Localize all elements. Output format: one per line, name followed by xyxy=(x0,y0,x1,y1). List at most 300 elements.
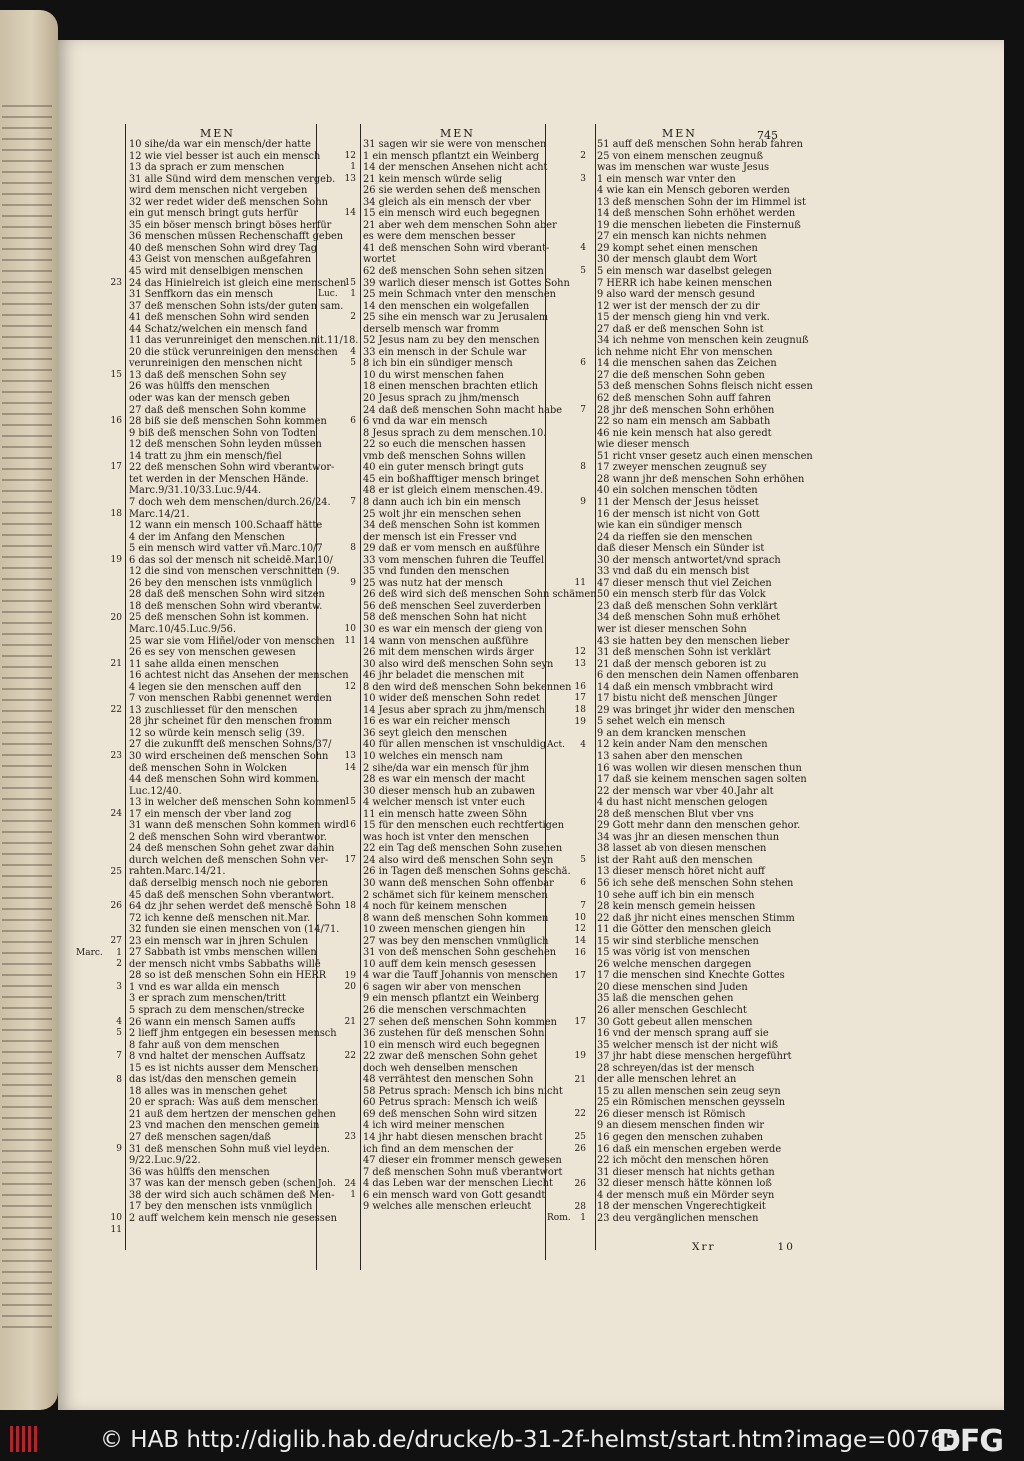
column-header-1: MEN xyxy=(200,127,235,140)
margin-verse-number: 4 xyxy=(580,739,586,750)
index-entry: 14 jhr habt diesen menschen bracht xyxy=(363,1132,543,1144)
index-entry: ich nehme nicht Ehr von menschen xyxy=(597,346,773,358)
hab-logo-icon xyxy=(10,1426,40,1452)
index-entry: 25 mein Schmach vnter den menschen xyxy=(363,289,556,301)
index-entry: 9 biß deß menschen Sohn von Todten xyxy=(129,427,316,439)
index-entry: 28 es war ein mensch der macht xyxy=(363,774,525,786)
index-entry: 30 Gott gebeut allen menschen xyxy=(597,1016,753,1028)
index-entry: 4 der im Anfang den Menschen xyxy=(129,531,285,543)
index-entry: 72 ich kenne deß menschen nit.Mar. xyxy=(129,912,311,924)
index-entry: 6 den menschen dein Namen offenbaren xyxy=(597,670,799,682)
index-entry: 58 deß menschen Sohn hat nicht xyxy=(363,612,527,624)
index-entry: 11 der Mensch der Jesus heisset xyxy=(597,496,759,508)
index-entry: 8 dann auch ich bin ein mensch xyxy=(363,496,521,508)
index-entry: 28 daß deß menschen Sohn wird sitzen xyxy=(129,589,325,601)
index-entry: daß dieser Mensch ein Sünder ist xyxy=(597,543,765,555)
index-entry: 40 ein guter mensch bringt guts xyxy=(363,462,524,474)
index-entry: 9 an dem krancken menschen xyxy=(597,727,746,739)
index-entry: 27 was bey den menschen vnmüglich xyxy=(363,935,549,947)
index-entry: ist der Raht auß den menschen xyxy=(597,854,753,866)
index-entry: 31 deß menschen Sohn muß viel leyden. xyxy=(129,1143,331,1155)
margin-book-label: Joh. xyxy=(318,1178,336,1189)
index-entry: 9 welches alle menschen erleucht xyxy=(363,1201,532,1213)
index-entry: 22 ich möcht den menschen hören xyxy=(597,1155,769,1167)
index-entry: 8 ich bin ein sündiger mensch xyxy=(363,358,513,370)
margin-verse-number: 22 xyxy=(110,704,122,715)
index-entry: 17 zweyer menschen zeugnuß sey xyxy=(597,462,767,474)
index-entry: 10 wider deß menschen Sohn redet xyxy=(363,693,540,705)
index-entry: 35 welcher mensch ist der nicht wiß xyxy=(597,1039,779,1051)
index-entry: 27 Sabbath ist vmbs menschen willen xyxy=(129,947,317,959)
facing-page-edge xyxy=(0,10,58,1410)
index-entry: 32 funden sie einen menschen von (14/71. xyxy=(129,924,340,936)
index-entry: Marc.9/31.10/33.Luc.9/44. xyxy=(129,485,262,497)
margin-verse-number: 11 xyxy=(574,577,586,588)
index-entry: 16 der mensch ist nicht von Gott xyxy=(597,508,760,520)
index-entry: 11 ein mensch hatte zween Söhn xyxy=(363,808,528,820)
margin-verse-number: 14 xyxy=(574,935,586,946)
margin-verse-number: 12 xyxy=(344,150,356,161)
index-entry: 9 also ward der mensch gesund xyxy=(597,289,755,301)
margin-verse-number: 16 xyxy=(574,681,586,692)
margin-book-label: Act. xyxy=(547,739,566,750)
index-entry: 25 von einem menschen zeugnuß xyxy=(597,150,764,162)
index-entry: was im menschen war wuste Jesus xyxy=(597,162,770,174)
index-entry: 35 vnd funden den menschen xyxy=(363,566,510,578)
index-entry: 27 die zukunfft deß menschen Sohns/37/ xyxy=(129,739,332,751)
index-entry: 48 er ist gleich einem menschen.49. xyxy=(363,485,544,497)
margin-verse-number: 24 xyxy=(110,808,122,819)
index-entry: 17 ein mensch der vber land zog xyxy=(129,808,292,820)
index-entry: 36 zustehen für deß menschen Sohn xyxy=(363,1028,545,1040)
index-entry: 24 das Hinielreich ist gleich eine menschen xyxy=(129,277,347,289)
index-entry: 6 vnd da war ein mensch xyxy=(363,416,488,428)
margin-verse-number: 18 xyxy=(110,508,122,519)
column-rule-5 xyxy=(595,124,596,1250)
index-entry: 6 das sol der mensch nit scheidē.Mar.10/ xyxy=(129,554,333,566)
index-entry: 12 wer ist der mensch der zu dir xyxy=(597,300,760,312)
index-entry: 10 auff dem kein mensch gesessen xyxy=(363,958,536,970)
index-entry: 10 zween menschen giengen hin xyxy=(363,924,526,936)
index-entry: 10 sehe auff ich bin ein mensch xyxy=(597,889,755,901)
index-entry: 8 Jesus sprach zu dem menschen.10. xyxy=(363,427,547,439)
margin-verse-number: 3 xyxy=(116,982,122,993)
margin-verse-number: 20 xyxy=(110,612,122,623)
index-entry: 36 seyt gleich den menschen xyxy=(363,727,508,739)
index-entry: 58 Petrus sprach: Mensch ich bins nicht xyxy=(363,1085,563,1097)
facing-page-text-fragments xyxy=(2,105,52,1335)
index-entry: 24 daß deß menschen Sohn macht habe xyxy=(363,404,563,416)
index-entry: 43 Geist von menschen außgefahren xyxy=(129,254,312,266)
index-entry: 18 einen menschen brachten etlich xyxy=(363,381,539,393)
index-entry: 23 deu vergänglichen menschen xyxy=(597,1212,759,1224)
index-entry: 18 der menschen Vngerechtigkeit xyxy=(597,1201,766,1213)
index-entry: 56 ich sehe deß menschen Sohn stehen xyxy=(597,878,794,889)
margin-verse-number: 7 xyxy=(580,901,586,912)
index-entry: 28 so ist deß menschen Sohn ein HERR xyxy=(129,970,327,982)
index-entry: 15 wir sind sterbliche menschen xyxy=(597,935,759,947)
index-entry: 16 es war ein reicher mensch xyxy=(363,716,511,728)
index-entry: 26 aller menschen Geschlecht xyxy=(597,1005,747,1017)
index-entry: 9 an diesem menschen finden wir xyxy=(597,1120,765,1132)
index-entry: 8 vnd haltet der menschen Auffsatz xyxy=(129,1051,306,1063)
margin-verse-number: 1 xyxy=(350,1190,356,1201)
index-entry: 34 gleich als ein mensch der vber xyxy=(363,196,531,208)
margin-verse-number: 6 xyxy=(580,358,586,369)
index-entry: 32 dieser mensch hätte können loß xyxy=(597,1178,772,1190)
index-entry: es were dem menschen besser xyxy=(363,231,516,243)
index-entry: 13 sahen aber den menschen xyxy=(597,750,743,762)
margin-verse-number: 1 xyxy=(350,162,356,173)
margin-verse-number: 1 xyxy=(580,1213,586,1224)
margin-verse-number: 15 xyxy=(344,797,356,808)
index-entry: 34 ich nehme von menschen kein zeugnuß xyxy=(597,335,809,347)
index-entry: 4 war die Tauff Johannis von menschen xyxy=(363,970,558,982)
margin-verse-number: 8 xyxy=(580,462,586,473)
margin-verse-number: 21 xyxy=(574,1074,586,1085)
index-entry: 27 daß deß menschen Sohn komme xyxy=(129,404,307,416)
index-entry: 25 ein Römischen menschen geysseln xyxy=(597,1097,786,1109)
margin-verse-number: 8 xyxy=(350,543,356,554)
index-entry: 35 ein böser mensch bringt böses herfür xyxy=(129,219,332,231)
index-entry: ich find an dem menschen der xyxy=(363,1143,514,1155)
index-entry: 30 dieser mensch hub an zubawen xyxy=(363,785,536,797)
index-entry: 17 die menschen sind Knechte Gottes xyxy=(597,970,785,982)
index-entry: 62 deß menschen Sohn sehen sitzen xyxy=(363,266,544,278)
index-entry: 37 jhr habt diese menschen hergeführt xyxy=(597,1051,792,1063)
column-rule-3 xyxy=(360,124,361,1270)
index-entry: 12 wie viel besser ist auch ein mensch xyxy=(129,150,321,162)
index-entry: 46 nie kein mensch hat also geredt xyxy=(597,427,772,439)
margin-verse-number: 2 xyxy=(580,150,586,161)
index-entry: 28 deß menschen Blut vber vns xyxy=(597,808,754,820)
index-entry: tet werden in der Menschen Hände. xyxy=(129,473,309,485)
index-entry: 21 aber weh dem menschen Sohn aber xyxy=(363,219,557,231)
index-entry: 13 zuschliesset für den menschen xyxy=(129,704,298,716)
index-entry: 12 deß menschen Sohn leyden müssen xyxy=(129,439,322,451)
index-entry: 33 ein mensch in der Schule war xyxy=(363,346,527,358)
index-entry: 14 daß ein mensch vmbbracht wird xyxy=(597,681,774,693)
index-entry: doch weh denselben menschen xyxy=(363,1062,518,1074)
index-entry: wortet xyxy=(363,254,396,266)
index-entry: 22 zwar deß menschen Sohn gehet xyxy=(363,1051,538,1063)
index-entry: 64 dz jhr sehen werdet deß menschē Sohn xyxy=(129,901,341,913)
index-entry: 7 HERR ich habe keinen menschen xyxy=(597,277,773,289)
index-entry: 28 schreyen/das ist der mensch xyxy=(597,1062,755,1074)
index-entry: 37 deß menschen Sohn ists/der guten sam. xyxy=(129,300,344,312)
index-entry: verunreinigen den menschen nicht xyxy=(129,358,303,370)
index-entry: 45 ein boßhafftiger mensch bringet xyxy=(363,473,540,485)
index-entry: Marc.14/21. xyxy=(129,508,190,520)
index-entry: 28 kein mensch gemein heissen xyxy=(597,901,756,913)
index-entry: 13 deß menschen Sohn der im Himmel ist xyxy=(597,196,806,208)
index-entry: 18 deß menschen Sohn wird vberantw. xyxy=(129,600,323,612)
index-entry: 13 da sprach er zum menschen xyxy=(129,162,285,174)
margin-verse-number: 12 xyxy=(574,924,586,935)
margin-verse-number: 23 xyxy=(110,277,122,288)
index-entry: 31 dieser mensch hat nichts gethan xyxy=(597,1166,775,1178)
index-entry: 69 deß menschen Sohn wird sitzen xyxy=(363,1108,538,1120)
margin-verse-number: 13 xyxy=(344,751,356,762)
index-entry: wie kan ein sündiger mensch xyxy=(597,520,743,532)
index-entry: vmb deß menschen Sohns willen xyxy=(363,450,526,462)
index-entry: 5 sprach zu dem menschen/strecke xyxy=(129,1005,305,1017)
index-entry: 14 tratt zu jhm ein mensch/fiel xyxy=(129,450,282,462)
margin-verse-number: 17 xyxy=(574,693,586,704)
index-entry: 2 sihe/da war ein mensch für jhm xyxy=(363,762,530,774)
index-entry: 31 sagen wir sie were von menschen xyxy=(363,139,547,150)
index-entry: 45 wird mit denselbigen menschen xyxy=(129,266,304,278)
index-entry: 50 ein mensch sterb für das Volck xyxy=(597,589,766,601)
index-entry: 2 lieff jhm entgegen ein besessen mensch xyxy=(129,1028,337,1040)
index-entry: 37 was kan der mensch geben (schen xyxy=(129,1178,316,1190)
index-entry: 30 der mensch antwortet/vnd sprach xyxy=(597,554,781,566)
index-entry: 56 deß menschen Seel zuverderben xyxy=(363,600,541,612)
index-entry: 20 die stück verunreinigen den menschen xyxy=(129,346,338,358)
index-entry: 7 deß menschen Sohn muß vberantwort xyxy=(363,1166,563,1178)
index-entry: 5 sehet welch ein mensch xyxy=(597,716,726,728)
column-header-2: MEN xyxy=(440,127,475,140)
index-entry: 15 der mensch gieng hin vnd verk. xyxy=(597,312,770,324)
margin-verse-number: 8 xyxy=(116,1074,122,1085)
index-entry: 27 daß er deß menschen Sohn ist xyxy=(597,323,764,335)
margin-verse-number: 26 xyxy=(110,901,122,912)
margin-book-label: Luc. xyxy=(318,289,338,300)
index-entry: 15 es ist nichts ausser dem Menschen xyxy=(129,1062,319,1074)
index-entry: 31 deß menschen Sohn ist verklärt xyxy=(597,647,771,659)
index-entry: 36 menschen müssen Rechenschafft geben xyxy=(129,231,344,243)
index-entry: 34 deß menschen Sohn ist kommen xyxy=(363,520,540,532)
index-entry: 30 es war ein mensch der gieng von xyxy=(363,623,543,635)
index-entry: wird dem menschen nicht vergeben xyxy=(129,185,308,197)
index-entry: 26 die menschen verschmachten xyxy=(363,1005,527,1017)
margin-verse-number: 3 xyxy=(580,173,586,184)
margin-verse-number: 6 xyxy=(580,878,586,889)
index-entry: 4 ich wird meiner menschen xyxy=(363,1120,505,1132)
index-entry: 13 in welcher deß menschen Sohn kommen xyxy=(129,797,346,809)
index-entry: 26 wann ein mensch Samen auffs xyxy=(129,1016,296,1028)
index-entry: 39 warlich dieser mensch ist Gottes Sohn xyxy=(363,277,570,289)
margin-verse-number: 27 xyxy=(110,935,122,946)
margin-verse-number: 7 xyxy=(580,404,586,415)
margin-verse-number: 5 xyxy=(116,1028,122,1039)
index-entry: 5 ein mensch war daselbst gelegen xyxy=(597,266,772,278)
index-entry: 33 vom menschen fuhren die Teuffel xyxy=(363,554,545,566)
margin-verse-number: 18 xyxy=(344,901,356,912)
index-entry: 27 die deß menschen Sohn geben xyxy=(597,369,765,381)
margin-verse-number: 1 xyxy=(350,289,356,300)
index-entry: Marc.10/45.Luc.9/56. xyxy=(129,623,237,635)
index-entry: 23 ein mensch war in jhren Schulen xyxy=(129,935,309,947)
index-entry: der mensch nicht vmbs Sabbaths willē xyxy=(129,958,321,970)
index-entry: 22 der mensch war vber 40.Jahr alt xyxy=(597,785,774,797)
index-entry: 4 welcher mensch ist vnter euch xyxy=(363,797,525,809)
index-entry: 51 richt vnser gesetz auch einen menschen xyxy=(597,450,813,462)
margin-verse-number: 17 xyxy=(574,1016,586,1027)
index-entry: 4 du hast nicht menschen gelogen xyxy=(597,797,768,809)
index-entry: 16 was wollen wir diesen menschen thun xyxy=(597,762,802,774)
dfg-logo: DFG xyxy=(936,1424,1004,1459)
index-entry: 16 gegen den menschen zuhaben xyxy=(597,1132,764,1144)
index-entry: 28 biß sie deß menschen Sohn kommen xyxy=(129,416,327,428)
index-entry: 40 deß menschen Sohn wird drey Tag xyxy=(129,242,317,254)
signature-letters: Xrr xyxy=(692,1241,716,1253)
index-entry: 26 in Tagen deß menschen Sohns geschä. xyxy=(363,866,571,878)
index-entry: 26 welche menschen dargegen xyxy=(597,958,752,970)
index-entry: 48 verrähtest den menschen Sohn xyxy=(363,1074,534,1086)
margin-verse-number: 17 xyxy=(110,462,122,473)
margin-verse-number: 6 xyxy=(350,416,356,427)
index-entry: 17 bey den menschen ists vnmüglich xyxy=(129,1201,313,1213)
index-entry: 24 also wird deß menschen Sohn seyn xyxy=(363,854,554,866)
index-entry: 25 war sie vom Hiñel/oder von menschen xyxy=(129,635,335,647)
index-entry: 35 laß die menschen gehen xyxy=(597,993,734,1005)
margin-verse-number: 9 xyxy=(350,577,356,588)
margin-verse-number: 21 xyxy=(110,658,122,669)
margin-verse-number: 10 xyxy=(574,912,586,923)
index-entry: 23 vnd machen den menschen gemein xyxy=(129,1120,320,1132)
margin-verse-number: 13 xyxy=(344,173,356,184)
index-entry: 7 doch weh dem menschen/durch.26/24. xyxy=(129,496,331,508)
index-entry: 24 da rieffen sie den menschen xyxy=(597,531,753,543)
index-entry: 43 sie hatten bey den menschen lieber xyxy=(597,635,790,647)
index-entry: 32 wer redet wider deß menschen Sohn xyxy=(129,196,328,208)
index-entry: 2 auff welchem kein mensch nie gesessen xyxy=(129,1212,337,1224)
index-entry: deß menschen Sohn in Wolcken xyxy=(129,762,288,774)
index-entry: 36 was hülffs den menschen xyxy=(129,1166,270,1178)
margin-verse-number: 17 xyxy=(574,970,586,981)
margin-verse-number: 11 xyxy=(344,635,356,646)
index-entry: 44 Schatz/welchen ein mensch fand xyxy=(129,323,308,335)
index-entry: 11 sahe allda einen menschen xyxy=(129,658,279,670)
index-entry: 2 schämet sich für keinem menschen xyxy=(363,889,548,901)
index-entry: 22 daß jhr nicht eines menschen Stimm xyxy=(597,912,795,924)
margin-verse-number: 25 xyxy=(110,866,122,877)
margin-verse-number: 22 xyxy=(574,1109,586,1120)
margin-book-label: Marc. xyxy=(76,947,103,958)
margin-verse-number: 23 xyxy=(110,751,122,762)
index-entry: 15 zu allen menschen sein zeug seyn xyxy=(597,1085,781,1097)
index-entry: 26 mit dem menschen wirds ärger xyxy=(363,647,534,659)
signature-mark xyxy=(692,1241,795,1253)
margin-verse-number: 10 xyxy=(110,1213,122,1224)
margin-verse-number: 14 xyxy=(344,762,356,773)
index-entry: der mensch ist ein Fresser vnd xyxy=(363,531,517,543)
index-entry: 30 wann deß menschen Sohn offenbar xyxy=(363,878,554,889)
index-entry: 20 er sprach: Was auß dem menschen xyxy=(129,1097,319,1109)
page-number: 745 xyxy=(757,129,778,142)
index-entry: 1 ein mensch pflantzt ein Weinberg xyxy=(363,150,540,162)
index-entry: 38 der wird sich auch schämen deß Men- xyxy=(129,1189,335,1201)
index-entry: 16 achtest nicht das Ansehen der menschen xyxy=(129,670,349,682)
index-entry: 28 jhr deß menschen Sohn erhöhen xyxy=(597,404,775,416)
index-entry: 4 wie kan ein Mensch geboren werden xyxy=(597,185,790,197)
index-entry: 26 dieser mensch ist Römisch xyxy=(597,1108,746,1120)
index-entry: 13 daß deß menschen Sohn sey xyxy=(129,369,287,381)
index-entry: 41 deß menschen Sohn wird vberant- xyxy=(363,242,550,254)
index-entry: 12 die sind von menschen verschnitten (9. xyxy=(129,566,340,578)
index-entry: 14 den menschen ein wolgefallen xyxy=(363,300,530,312)
index-entry: 25 was nutz hat der mensch xyxy=(363,577,504,589)
margin-verse-number: 15 xyxy=(344,277,356,288)
index-entry: 13 dieser mensch höret nicht auff xyxy=(597,866,765,878)
index-entry: 27 deß menschen sagen/daß xyxy=(129,1132,271,1144)
index-entry: 16 daß ein menschen ergeben werde xyxy=(597,1143,782,1155)
margin-verse-number: 9 xyxy=(116,1143,122,1154)
index-entry: 12 kein ander Nam den menschen xyxy=(597,739,768,751)
index-entry: das ist/das den menschen gemein xyxy=(129,1074,297,1086)
index-entry: 29 was bringet jhr wider den menschen xyxy=(597,704,795,716)
index-entry: 27 sehen deß menschen Sohn kommen xyxy=(363,1016,557,1028)
margin-verse-number: 21 xyxy=(344,1016,356,1027)
index-entry: derselb mensch war fromm xyxy=(363,323,500,335)
margin-verse-number: 17 xyxy=(344,855,356,866)
index-entry: 12 wann ein mensch 100.Schaaff hätte xyxy=(129,520,323,532)
index-entry: 22 ein Tag deß menschen Sohn zusehen xyxy=(363,843,563,855)
index-entry: 4 der mensch muß ein Mörder seyn xyxy=(597,1189,775,1201)
index-entry: 31 alle Sünd wird dem menschen vergeb. xyxy=(129,173,336,185)
index-entry: oder was kan der mensch geben xyxy=(129,393,290,405)
index-entry: 31 Senffkorn das ein mensch xyxy=(129,289,274,301)
margin-verse-number: 7 xyxy=(350,497,356,508)
index-entry: wer ist dieser menschen Sohn xyxy=(597,623,747,635)
index-entry: 9/22.Luc.9/22. xyxy=(129,1155,201,1167)
margin-verse-number: 4 xyxy=(350,346,356,357)
margin-verse-number: 2 xyxy=(350,312,356,323)
margin-verse-number: 5 xyxy=(350,358,356,369)
margin-verse-number: 16 xyxy=(574,947,586,958)
index-entry: daß derselbig mensch noch nie geboren xyxy=(129,878,329,889)
index-entry: durch welchen deß menschen Sohn ver- xyxy=(129,854,329,866)
margin-verse-number: 20 xyxy=(344,982,356,993)
margin-verse-number: 4 xyxy=(580,242,586,253)
index-entry: 52 Jesus nam zu bey den menschen xyxy=(363,335,540,347)
index-entry: 33 vnd daß du ein mensch bist xyxy=(597,566,750,578)
index-entry: 31 von deß menschen Sohn geschehen xyxy=(363,947,557,959)
margin-verse-number: 19 xyxy=(110,554,122,565)
index-entry: 60 Petrus sprach: Mensch ich weiß xyxy=(363,1097,538,1109)
index-entry: 41 deß menschen Sohn wird senden xyxy=(129,312,310,324)
index-entry: 23 daß deß menschen Sohn verklärt xyxy=(597,600,778,612)
margin-verse-number: 12 xyxy=(574,647,586,658)
index-entry: 10 welches ein mensch nam xyxy=(363,750,503,762)
index-entry: 15 was vörig ist von menschen xyxy=(597,947,750,959)
index-entry: 1 ein mensch war vnter den xyxy=(597,173,736,185)
margin-verse-number: 22 xyxy=(344,1051,356,1062)
index-entry: 47 dieser mensch thut viel Zeichen xyxy=(597,577,772,589)
index-entry: 3 er sprach zum menschen/tritt xyxy=(129,993,286,1005)
index-entry: 17 daß sie keinem menschen sagen solten xyxy=(597,774,807,786)
index-entry: 26 es sey von menschen gewesen xyxy=(129,647,296,659)
index-entry: 53 deß menschen Sohns fleisch nicht essen xyxy=(597,381,813,393)
margin-verse-number: 26 xyxy=(574,1178,586,1189)
footer-copyright-link[interactable]: © HAB http://diglib.hab.de/drucke/b-31-2f-helmst/start.htm?image=00765 xyxy=(100,1427,960,1453)
index-entry: 5 ein mensch wird vatter vñ.Marc.10/7 xyxy=(129,543,323,555)
index-entry: 17 bistu nicht deß menschen Jünger xyxy=(597,693,778,705)
index-entry: 4 das Leben war der menschen Liecht xyxy=(363,1178,553,1190)
index-entry: 38 lasset ab von diesen menschen xyxy=(597,843,767,855)
index-entry: 8 den wird deß menschen Sohn bekennen xyxy=(363,681,572,693)
margin-verse-number: 25 xyxy=(574,1132,586,1143)
index-entry: 14 die menschen sahen das Zeichen xyxy=(597,358,777,370)
index-entry: ein gut mensch bringt guts herfür xyxy=(129,208,299,220)
index-entry: 34 deß menschen Sohn muß erhöhet xyxy=(597,612,781,624)
index-entry: 29 daß er vom mensch en außführe xyxy=(363,543,540,555)
margin-verse-number: 23 xyxy=(344,1132,356,1143)
index-entry: 6 sagen wir aber von menschen xyxy=(363,981,521,993)
margin-verse-number: 19 xyxy=(344,970,356,981)
index-entry: 29 Gott mehr dann den menschen gehor. xyxy=(597,820,801,832)
